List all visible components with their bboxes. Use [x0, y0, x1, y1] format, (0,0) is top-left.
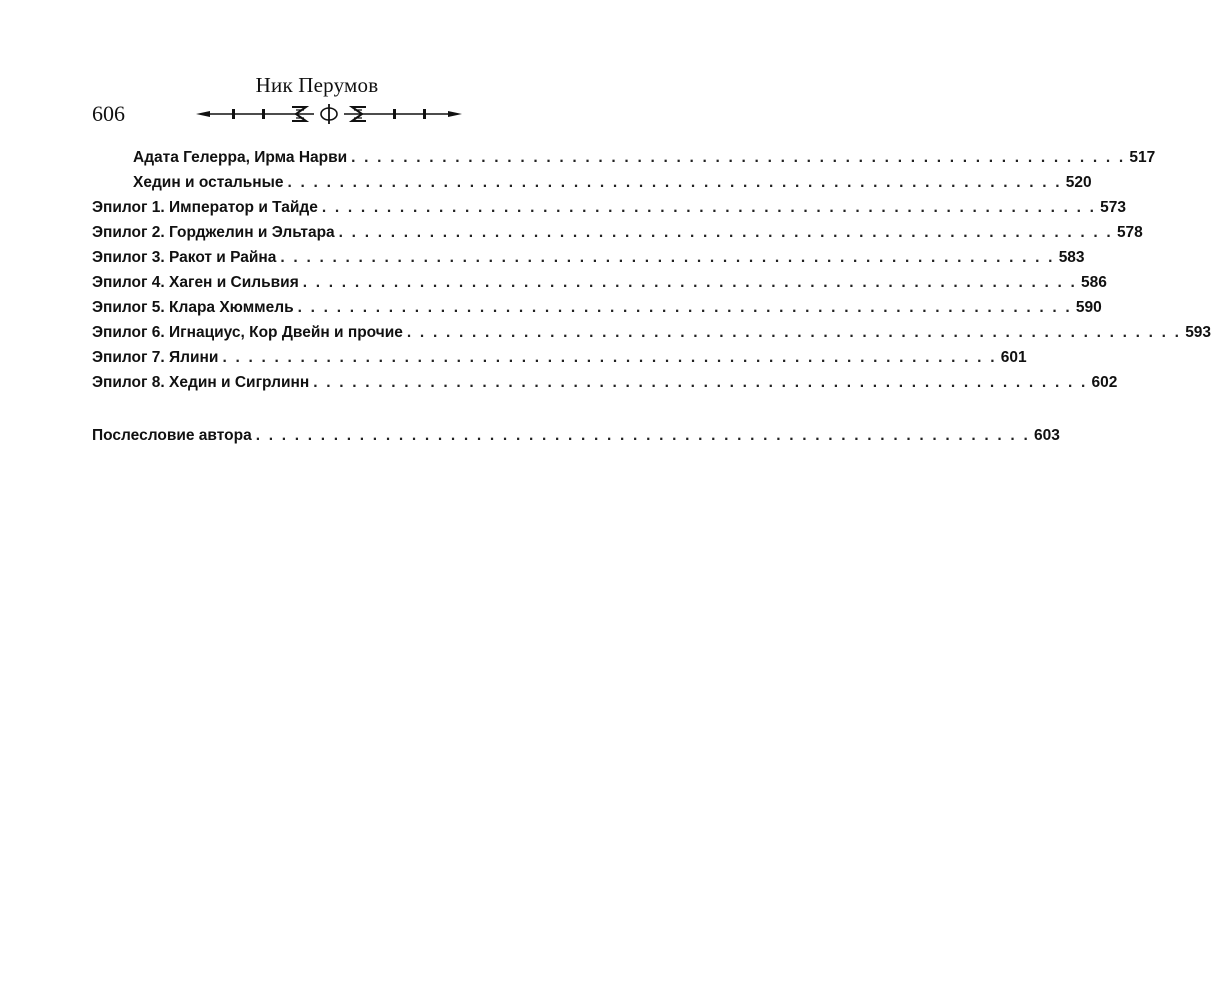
toc-entry-page: 601: [1000, 349, 1027, 366]
toc-entry: [92, 320, 1211, 345]
toc-entry-title: Эпилог 6. Игнациус, Кор Двейн и прочие: [92, 324, 403, 341]
toc-entry: [92, 345, 1027, 370]
toc-entry-title: Эпилог 7. Ялини: [92, 349, 219, 366]
toc-entry: [92, 145, 1156, 170]
toc-entry-title: Послесловие автора: [92, 427, 252, 444]
dot-leader: . . . . . . . . . . . . . . . . . . . . . . . . . . . . . . . . . . . . . . . . . . . . . . . . . . . . . . . . . . . .: [321, 199, 1097, 216]
toc-entry: [92, 370, 1118, 395]
toc-entry-page: 583: [1058, 249, 1085, 266]
toc-entry-title: Эпилог 5. Клара Хюммель: [92, 299, 294, 316]
toc-entry-title: Эпилог 4. Хаген и Сильвия: [92, 274, 299, 291]
toc-entry: [92, 195, 1126, 220]
toc-entry: [92, 245, 1085, 270]
toc-entry-page: 573: [1100, 199, 1126, 216]
dot-leader: . . . . . . . . . . . . . . . . . . . . . . . . . . . . . . . . . . . . . . . . . . . . . . . . . . . . . . . . . . . .: [287, 174, 1062, 191]
toc-entry-page: 578: [1116, 224, 1143, 241]
toc-entry: [92, 270, 1107, 295]
dot-leader: . . . . . . . . . . . . . . . . . . . . . . . . . . . . . . . . . . . . . . . . . . . . . . . . . . . . . . . . . . . .: [313, 374, 1088, 391]
toc-entry-title: Эпилог 3. Ракот и Райна: [92, 249, 277, 266]
toc-entry-page: 603: [1033, 427, 1060, 444]
dot-leader: . . . . . . . . . . . . . . . . . . . . . . . . . . . . . . . . . . . . . . . . . . . . . . . . . . . . . . . . . . . .: [297, 299, 1072, 316]
dot-leader: . . . . . . . . . . . . . . . . . . . . . . . . . . . . . . . . . . . . . . . . . . . . . . . . . . . . . . . . . . . .: [280, 249, 1055, 266]
toc-entry-title: Эпилог 1. Император и Тайде: [92, 199, 318, 216]
dot-leader: . . . . . . . . . . . . . . . . . . . . . . . . . . . . . . . . . . . . . . . . . . . . . . . . . . . . . . . . . . . .: [222, 349, 997, 366]
dot-leader: . . . . . . . . . . . . . . . . . . . . . . . . . . . . . . . . . . . . . . . . . . . . . . . . . . . . . . . . . . . .: [255, 427, 1030, 444]
toc-entry-page: 590: [1075, 299, 1102, 316]
dot-leader: . . . . . . . . . . . . . . . . . . . . . . . . . . . . . . . . . . . . . . . . . . . . . . . . . . . . . . . . . . . .: [406, 324, 1182, 341]
toc-entry-title: Эпилог 8. Хедин и Сигрлинн: [92, 374, 310, 391]
running-head-author: Ник Перумов: [255, 73, 379, 97]
toc-entry-title: Адата Гелерра, Ирма Нарви: [133, 149, 348, 166]
toc-entry-page: 593: [1185, 324, 1211, 341]
toc-entry-page: 602: [1091, 374, 1118, 391]
dot-leader: . . . . . . . . . . . . . . . . . . . . . . . . . . . . . . . . . . . . . . . . . . . . . . . . . . . . . . . . . . . .: [338, 224, 1113, 241]
toc-entry-title: Хедин и остальные: [133, 174, 284, 191]
toc-entry-page: 520: [1065, 174, 1092, 191]
toc-entry-page: 517: [1129, 149, 1156, 166]
toc-entry-title: Эпилог 2. Горджелин и Эльтара: [92, 224, 335, 241]
decorative-flourish-icon: [196, 103, 462, 125]
toc-entry-afterword: [92, 423, 1060, 448]
toc-entry: [92, 170, 1092, 195]
toc-entry-page: 586: [1081, 274, 1107, 291]
dot-leader: . . . . . . . . . . . . . . . . . . . . . . . . . . . . . . . . . . . . . . . . . . . . . . . . . . . . . . . . . . . .: [302, 274, 1078, 291]
table-of-contents: [92, 145, 1211, 448]
toc-entry: [92, 295, 1102, 320]
page-number: 606: [92, 101, 125, 126]
toc-entry: [92, 220, 1143, 245]
dot-leader: . . . . . . . . . . . . . . . . . . . . . . . . . . . . . . . . . . . . . . . . . . . . . . . . . . . . . . . . . . . .: [351, 149, 1126, 166]
